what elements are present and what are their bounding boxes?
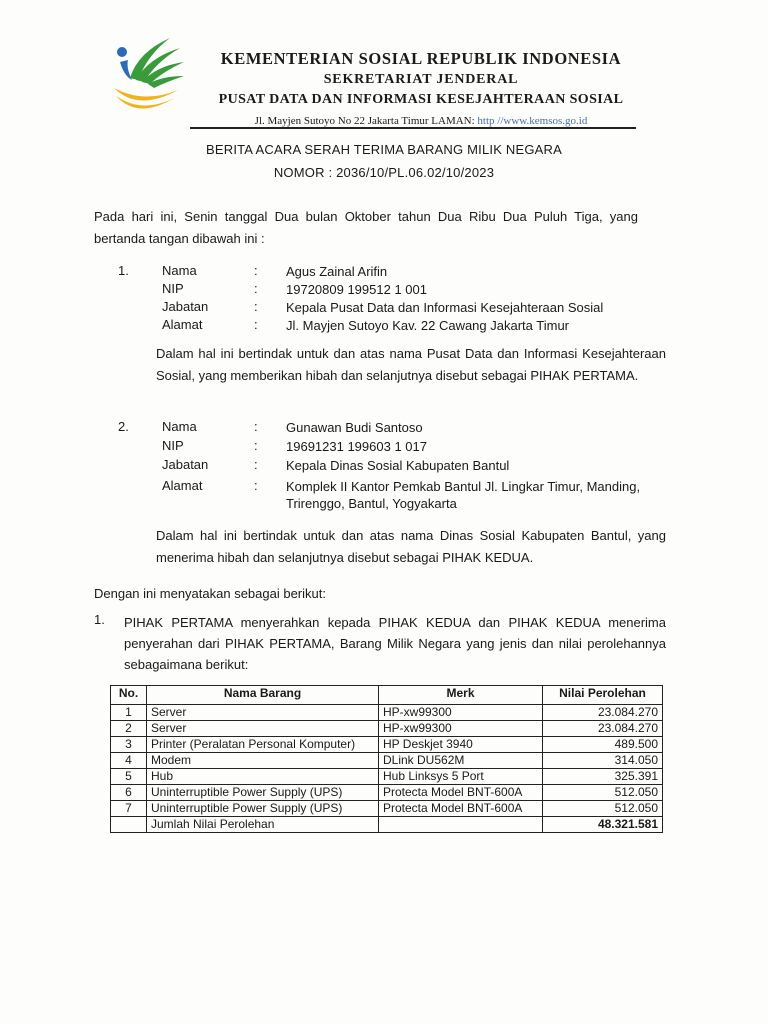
total-label: Jumlah Nilai Perolehan [147, 817, 379, 833]
cell-no: 2 [111, 721, 147, 737]
table-row [111, 705, 663, 721]
cell-no: 6 [111, 785, 147, 801]
field-colon: : [254, 457, 258, 472]
party-2-nip-row [162, 438, 662, 456]
field-label: Jabatan [162, 299, 209, 314]
document-number: NOMOR : 2036/10/PL.06.02/10/2023 [273, 165, 495, 180]
asset-table [110, 685, 663, 833]
cell-brand: DLink DU562M [379, 753, 543, 769]
party-1-name-row [162, 263, 662, 281]
cell-brand: Hub Linksys 5 Port [379, 769, 543, 785]
cell-value: 512.050 [543, 785, 663, 801]
field-colon: : [254, 478, 258, 493]
document-title: BERITA ACARA SERAH TERIMA BARANG MILIK NEGARA [205, 142, 562, 157]
cell-item-name: Server [147, 721, 379, 737]
cell-value: 325.391 [543, 769, 663, 785]
cell-no: 1 [111, 705, 147, 721]
field-value: 19720809 199512 1 001 [286, 282, 427, 297]
cell-value: 314.050 [543, 753, 663, 769]
party-1-address-row [162, 317, 662, 335]
cell-item-name: Uninterruptible Power Supply (UPS) [147, 801, 379, 817]
cell-value: 512.050 [543, 801, 663, 817]
cell-no: 7 [111, 801, 147, 817]
table-header-row [111, 686, 663, 705]
field-colon: : [254, 419, 258, 434]
cell-item-name: Hub [147, 769, 379, 785]
table-row [111, 753, 663, 769]
cell-no: 3 [111, 737, 147, 753]
cell-no: 5 [111, 769, 147, 785]
table-row [111, 737, 663, 753]
point-text: PIHAK PERTAMA menyerahkan kepada PIHAK KEDUA dan PIHAK KEDUA menerima penyerahan dari PIHAK PERTAMA, Barang Milik Negara yang jenis dan nilai perolehannya sebagaimana berikut: [124, 615, 666, 672]
field-colon: : [254, 317, 258, 332]
field-value: Agus Zainal Arifin [286, 264, 388, 279]
point-number: 1. [94, 612, 105, 627]
field-label: Alamat [162, 317, 203, 332]
field-value: Kepala Pusat Data dan Informasi Kesejahteraan Sosial [286, 300, 604, 315]
cell-empty [111, 817, 147, 833]
party-2-description: Dalam hal ini bertindak untuk dan atas nama Dinas Sosial Kabupaten Bantul, yang menerima hibah dan selanjutnya disebut sebagai PIHAK KEDUA. [156, 528, 666, 565]
cell-item-name: Printer (Peralatan Personal Komputer) [147, 737, 379, 753]
table-row [111, 785, 663, 801]
header-no: No. [111, 686, 147, 705]
party-2-name-row [162, 419, 662, 437]
cell-no: 4 [111, 753, 147, 769]
cell-brand: Protecta Model BNT-600A [379, 801, 543, 817]
table-total-row [111, 817, 663, 833]
cell-brand: Protecta Model BNT-600A [379, 785, 543, 801]
cell-brand: HP-xw99300 [379, 721, 543, 737]
field-colon: : [254, 263, 258, 278]
cell-item-name: Server [147, 705, 379, 721]
field-value: Kepala Dinas Sosial Kabupaten Bantul [286, 458, 510, 473]
field-label: Jabatan [162, 457, 209, 472]
party-1-position-row [162, 299, 662, 317]
party-2-position-row [162, 457, 662, 475]
field-value: Gunawan Budi Santoso [286, 420, 423, 435]
field-label: Alamat [162, 478, 203, 493]
cell-brand: HP Deskjet 3940 [379, 737, 543, 753]
kemensos-logo-icon [108, 32, 188, 122]
party-2-address-row [162, 478, 662, 511]
total-value: 48.321.581 [543, 817, 663, 833]
letterhead-rule [190, 127, 636, 129]
cell-value: 23.084.270 [543, 721, 663, 737]
header-value: Nilai Perolehan [543, 686, 663, 705]
letterhead [196, 48, 646, 130]
field-label: Nama [162, 419, 197, 434]
secretariat-name: SEKRETARIAT JENDERAL [323, 72, 519, 87]
party-1-description: Dalam hal ini bertindak untuk dan atas nama Pusat Data dan Informasi Kesejahteraan Sosial, yang memberikan hibah dan selanjutnya disebut sebagai PIHAK PERTAMA. [156, 346, 666, 383]
intro-paragraph: Pada hari ini, Senin tanggal Dua bulan Oktober tahun Dua Ribu Dua Puluh Tiga, yang bertanda tangan dibawah ini : [94, 209, 638, 246]
cell-empty [379, 817, 543, 833]
field-label: NIP [162, 281, 184, 296]
party-number: 2. [118, 419, 129, 434]
field-value: 19691231 199603 1 017 [286, 439, 427, 454]
table-row [111, 769, 663, 785]
party-number: 1. [118, 263, 129, 278]
table-row [111, 801, 663, 817]
cell-item-name: Uninterruptible Power Supply (UPS) [147, 785, 379, 801]
party-1-nip-row [162, 281, 662, 299]
header-item-name: Nama Barang [147, 686, 379, 705]
cell-item-name: Modem [147, 753, 379, 769]
table-row [111, 721, 663, 737]
header-brand: Merk [379, 686, 543, 705]
statement-line: Dengan ini menyatakan sebagai berikut: [94, 586, 326, 601]
cell-value: 23.084.270 [543, 705, 663, 721]
field-colon: : [254, 299, 258, 314]
website-link[interactable]: http //www.kemsos.go.id [477, 115, 588, 127]
address-text: Jl. Mayjen Sutoyo No 22 Jakarta Timur LAMAN: [254, 115, 475, 127]
field-value: Jl. Mayjen Sutoyo Kav. 22 Cawang Jakarta Timur [286, 318, 569, 333]
unit-name: PUSAT DATA DAN INFORMASI KESEJAHTERAAN SOSIAL [218, 92, 624, 107]
field-colon: : [254, 438, 258, 453]
ministry-name: KEMENTERIAN SOSIAL REPUBLIK INDONESIA [220, 49, 622, 68]
cell-brand: HP-xw99300 [379, 705, 543, 721]
field-label: NIP [162, 438, 184, 453]
field-value: Komplek II Kantor Pemkab Bantul Jl. Lingkar Timur, Manding, Trirenggo, Bantul, Yogyakarta [286, 479, 641, 511]
field-label: Nama [162, 263, 197, 278]
cell-value: 489.500 [543, 737, 663, 753]
field-colon: : [254, 281, 258, 296]
